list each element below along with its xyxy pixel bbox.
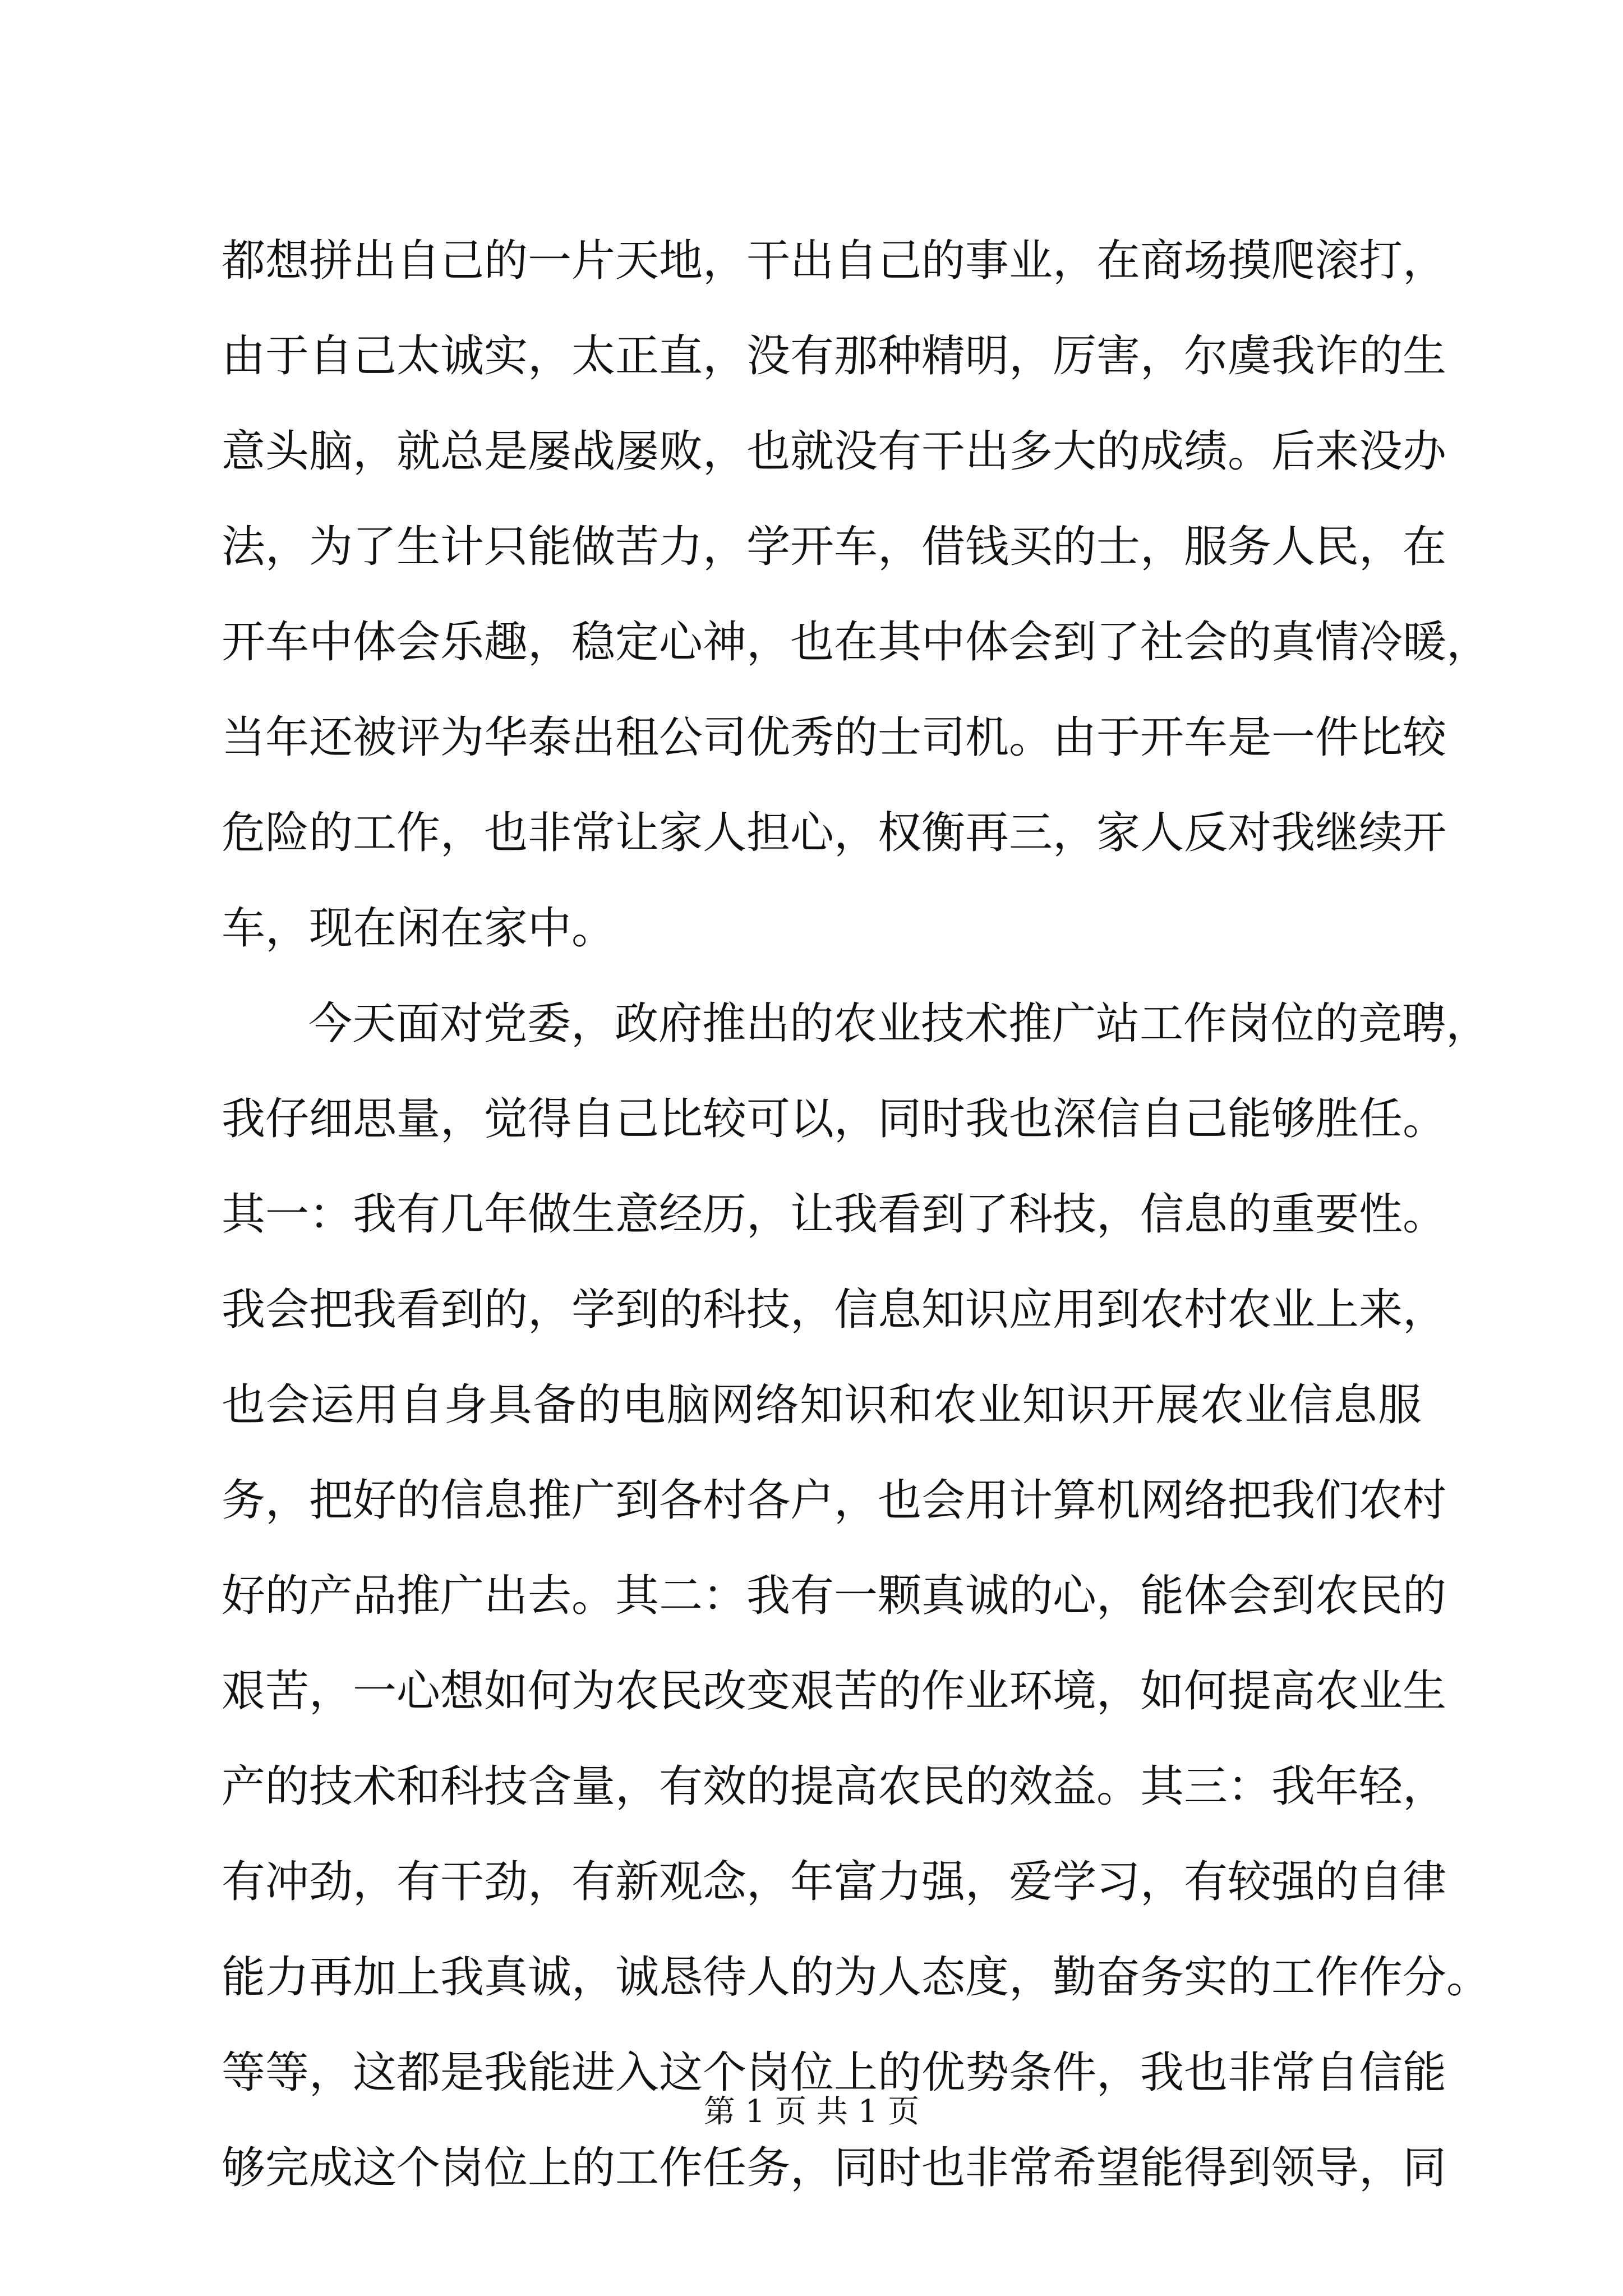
text-line: 艰苦，一心想如何为农民改变艰苦的作业环境，如何提高农业生: [222, 1666, 1447, 1717]
text-line: 由于自己太诚实，太正直，没有那种精明，厉害，尔虞我诈的生: [222, 331, 1447, 381]
text-line: 够完成这个岗位上的工作任务，同时也非常希望能得到领导，同: [222, 2143, 1447, 2193]
text-line: 当年还被评为华泰出租公司优秀的士司机。由于开车是一件比较: [222, 712, 1447, 763]
text-line: 危险的工作，也非常让家人担心，权衡再三，家人反对我继续开: [222, 808, 1447, 858]
text-line: 产的技术和科技含量，有效的提高农民的效益。其三：我年轻，: [222, 1761, 1447, 1812]
text-line: 好的产品推广出去。其二：我有一颗真诚的心，能体会到农民的: [222, 1571, 1447, 1621]
text-line: 务，把好的信息推广到各村各户，也会用计算机网络把我们农村: [222, 1475, 1447, 1526]
text-line: 都想拼出自己的一片天地，干出自己的事业，在商场摸爬滚打，: [222, 236, 1447, 286]
body-text: [222, 213, 1491, 2216]
text-line: 能力再加上我真诚，诚恳待人的为人态度，勤奋务实的工作作分。: [222, 1952, 1491, 2003]
text-line: 也会运用自身具备的电脑网络知识和农业知识开展农业信息服: [222, 1380, 1422, 1430]
text-line: 其一：我有几年做生意经历，让我看到了科技，信息的重要性。: [222, 1189, 1447, 1240]
text-line: 有冲劲，有干劲，有新观念，年富力强，爱学习，有较强的自律: [222, 1857, 1447, 1907]
text-line: 我仔细思量，觉得自己比较可以，同时我也深信自己能够胜任。: [222, 1094, 1447, 1144]
text-line: 车，现在闲在家中。: [222, 903, 616, 954]
text-line: 我会把我看到的，学到的科技，信息知识应用到农村农业上来，: [222, 1285, 1447, 1335]
text-line: 等等，这都是我能进入这个岗位上的优势条件，我也非常自信能: [222, 2047, 1447, 2098]
text-line: 开车中体会乐趣，稳定心神，也在其中体会到了社会的真情冷暖，: [222, 617, 1491, 668]
paragraph-first-line: 今天面对党委，政府推出的农业技术推广站工作岗位的竞聘，: [308, 999, 1490, 1049]
text-line: 意头脑，就总是屡战屡败，也就没有干出多大的成绩。后来没办: [222, 426, 1447, 477]
text-line: 法，为了生计只能做苦力，学开车，借钱买的士，服务人民，在: [222, 522, 1447, 572]
page-footer: 第 1 页 共 1 页: [703, 2093, 920, 2130]
